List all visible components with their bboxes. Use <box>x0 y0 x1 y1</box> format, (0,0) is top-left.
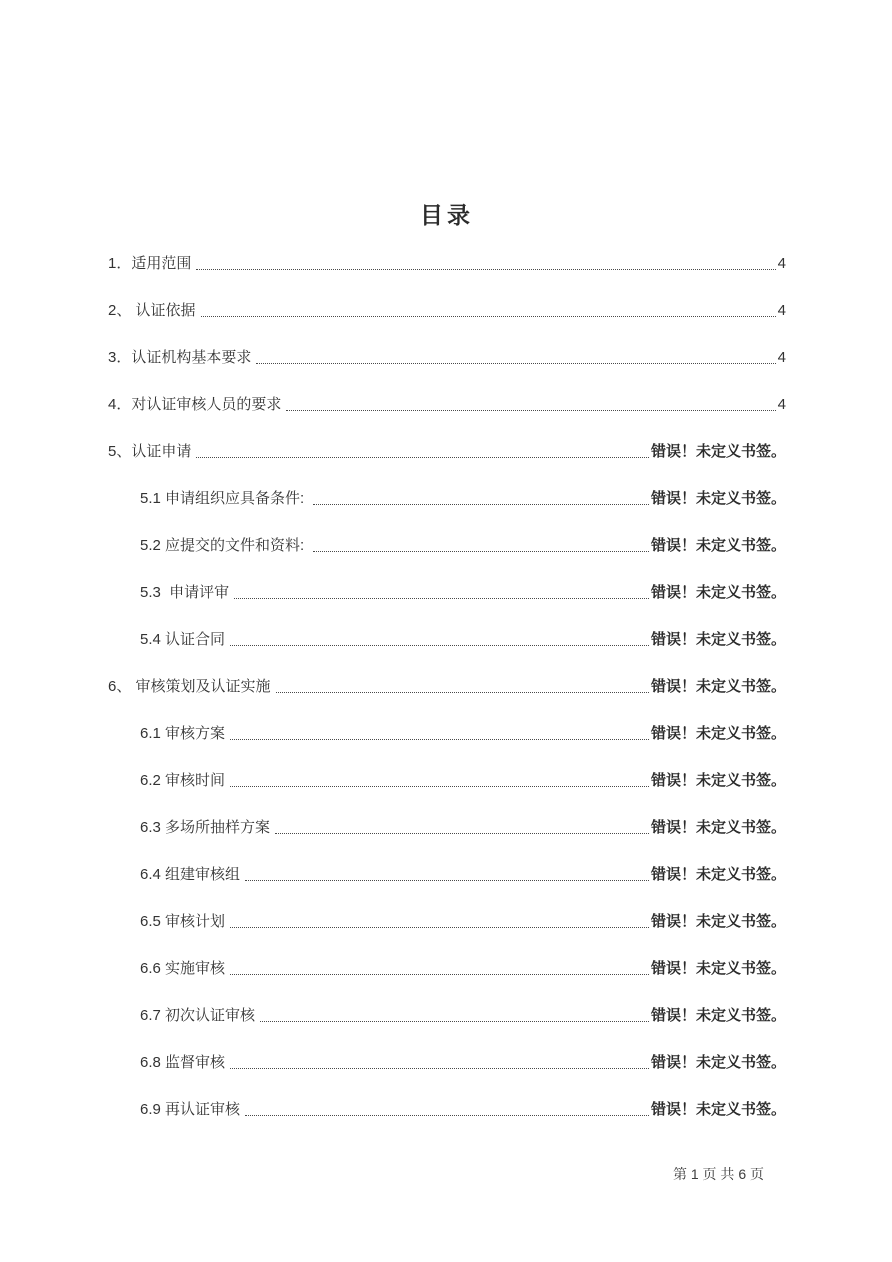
toc-entry[interactable] <box>108 442 786 462</box>
toc-entry-page: 错误！未定义书签。 <box>650 1054 786 1071</box>
toc-leader-dots <box>230 644 649 646</box>
toc-leader-dots <box>230 1067 649 1069</box>
toc-entry-page: 错误！未定义书签。 <box>650 913 786 930</box>
toc-leader-dots <box>230 973 649 975</box>
toc-leader-dots <box>201 315 776 317</box>
toc-entry[interactable] <box>108 583 786 603</box>
toc-entry-label: 6.5 审核计划 <box>140 913 226 930</box>
toc-entry-label: 6.4 组建审核组 <box>140 866 241 883</box>
toc-entry-page: 错误！未定义书签。 <box>650 443 786 460</box>
toc-entry-label: 6.2 审核时间 <box>140 772 226 789</box>
toc-entry[interactable] <box>108 677 786 697</box>
toc-entry-label: 6.6 实施审核 <box>140 960 226 977</box>
toc-entry-label: 6、 审核策划及认证实施 <box>108 678 271 695</box>
toc-leader-dots <box>275 832 649 834</box>
toc-entry-label: 6.3 多场所抽样方案 <box>140 819 271 836</box>
toc-entry[interactable] <box>108 348 786 368</box>
toc-entry-label: 4．对认证审核人员的要求 <box>108 396 282 413</box>
toc-entry[interactable] <box>108 724 786 744</box>
toc-entry-label: 6.9 再认证审核 <box>140 1101 241 1118</box>
toc-entry-page: 4 <box>777 302 786 319</box>
toc-leader-dots <box>260 1020 649 1022</box>
toc-entry-label: 2、 认证依据 <box>108 302 196 319</box>
toc-entry-page: 错误！未定义书签。 <box>650 490 786 507</box>
toc-entry-label: 5.1 申请组织应具备条件: <box>140 490 309 507</box>
toc-entry-label: 5.2 应提交的文件和资料: <box>140 537 309 554</box>
toc-entry-label: 1．适用范围 <box>108 255 192 272</box>
toc-leader-dots <box>313 550 649 552</box>
toc-entry-page: 4 <box>777 255 786 272</box>
toc-entry-page: 错误！未定义书签。 <box>650 631 786 648</box>
toc-leader-dots <box>230 926 649 928</box>
toc-entry-page: 错误！未定义书签。 <box>650 1101 786 1118</box>
toc-leader-dots <box>230 785 649 787</box>
toc-leader-dots <box>256 362 775 364</box>
toc-entry-page: 错误！未定义书签。 <box>650 725 786 742</box>
toc-entry[interactable] <box>108 1100 786 1120</box>
toc-entry-label: 3．认证机构基本要求 <box>108 349 252 366</box>
toc-entry[interactable] <box>108 771 786 791</box>
toc-entry-page: 错误！未定义书签。 <box>650 960 786 977</box>
toc-leader-dots <box>196 268 775 270</box>
toc-entry-page: 错误！未定义书签。 <box>650 866 786 883</box>
toc-entry[interactable] <box>108 1006 786 1026</box>
toc-entry-page: 4 <box>777 396 786 413</box>
toc-entry-label: 6.7 初次认证审核 <box>140 1007 256 1024</box>
toc-entry[interactable] <box>108 489 786 509</box>
toc-entry-label: 5.4 认证合同 <box>140 631 226 648</box>
toc-leader-dots <box>313 503 649 505</box>
toc-entry-page: 4 <box>777 349 786 366</box>
toc-entry-label: 5.3 申请评审 <box>140 584 230 601</box>
toc-entry-page: 错误！未定义书签。 <box>650 1007 786 1024</box>
toc-leader-dots <box>286 409 775 411</box>
toc-leader-dots <box>276 691 649 693</box>
toc-leader-dots <box>245 879 649 881</box>
toc-entry-label: 6.8 监督审核 <box>140 1054 226 1071</box>
toc-entry-label: 6.1 审核方案 <box>140 725 226 742</box>
toc-entry-page: 错误！未定义书签。 <box>650 772 786 789</box>
toc-leader-dots <box>196 456 649 458</box>
toc-entry-page: 错误！未定义书签。 <box>650 678 786 695</box>
toc-entry[interactable] <box>108 912 786 932</box>
toc-entry-page: 错误！未定义书签。 <box>650 819 786 836</box>
toc-entry-label: 5、认证申请 <box>108 443 192 460</box>
toc-entry[interactable] <box>108 395 786 415</box>
toc-leader-dots <box>234 597 649 599</box>
toc-entry[interactable] <box>108 254 786 274</box>
toc-entry[interactable] <box>108 301 786 321</box>
toc-entry[interactable] <box>108 865 786 885</box>
toc-entry[interactable] <box>108 818 786 838</box>
page-footer: 第 1 页 共 6 页 <box>672 1166 764 1182</box>
toc-entry-page: 错误！未定义书签。 <box>650 537 786 554</box>
toc-entry[interactable] <box>108 536 786 556</box>
toc-entry[interactable] <box>108 630 786 650</box>
toc-entry-page: 错误！未定义书签。 <box>650 584 786 601</box>
toc-entry[interactable] <box>108 959 786 979</box>
toc-entry[interactable] <box>108 1053 786 1073</box>
page-title: 目录 <box>420 202 474 228</box>
toc-leader-dots <box>245 1114 649 1116</box>
toc-list <box>108 254 786 1120</box>
toc-leader-dots <box>230 738 649 740</box>
